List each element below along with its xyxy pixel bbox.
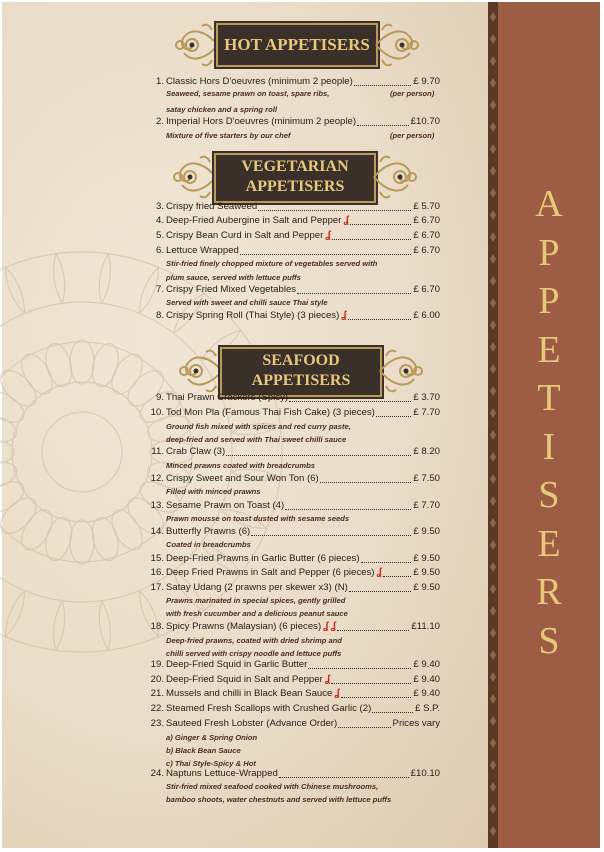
menu-item	[148, 500, 440, 512]
leader-dots	[308, 659, 411, 669]
item-price: £ 9.50	[413, 526, 440, 537]
leader-dots	[350, 215, 411, 225]
item-name: Naptuns Lettuce-Wrapped	[166, 768, 278, 779]
menu-item	[148, 230, 440, 242]
item-name: Crispy Bean Curd in Salt and Pepper	[166, 230, 324, 241]
item-name-wrapper	[166, 407, 375, 418]
item-price: £ 9.70	[413, 76, 440, 87]
item-name: Crispy Fried Mixed Vegetables	[166, 284, 297, 295]
item-name-wrapper	[166, 526, 250, 537]
item-name-wrapper	[166, 116, 356, 127]
item-name-wrapper	[166, 621, 336, 632]
item-description: c) Thai Style-Spicy & Hot	[166, 759, 256, 768]
menu-item	[148, 567, 440, 579]
item-name: Mussels and chilli in Black Bean Sauce	[166, 688, 333, 699]
item-price: £10.70	[410, 116, 440, 127]
item-price: £ 9.50	[413, 567, 440, 578]
menu-item	[148, 76, 440, 88]
item-description: Deep-fried prawns, coated with dried shrimp and	[166, 636, 342, 645]
item-number: 6.	[155, 245, 164, 256]
item-description: Seaweed, sesame prawn on toast, spare ribs,	[166, 89, 330, 98]
ornament-right-icon	[378, 347, 426, 395]
menu-item	[148, 446, 440, 458]
item-price: £ 3.70	[413, 392, 440, 403]
menu-item	[148, 116, 440, 128]
item-name-wrapper	[166, 473, 319, 484]
ornament-right-icon	[372, 153, 420, 201]
menu-item	[148, 553, 440, 565]
border-pattern	[488, 2, 498, 848]
item-name-wrapper	[166, 768, 278, 779]
item-price: £ 9.50	[413, 553, 440, 564]
item-name: Deep-Fried Squid in Garlic Butter	[166, 659, 308, 670]
menu-item	[148, 582, 440, 594]
item-description: Prawns marinated in special spices, gently grilled	[166, 596, 346, 605]
leader-dots	[376, 407, 411, 417]
item-price: £ S.P.	[415, 703, 440, 714]
item-description: Mixture of five starters by our chef	[166, 131, 291, 140]
item-name-wrapper	[166, 718, 337, 729]
item-price: £ 9.50	[413, 582, 440, 593]
banner-seafood-appetisers	[176, 347, 426, 395]
item-number: 17.	[150, 582, 164, 593]
item-number: 23.	[150, 718, 164, 729]
item-description: with fresh cucumber and a delicious peanut sauce	[166, 609, 348, 618]
item-name-wrapper	[166, 500, 284, 511]
leader-dots	[297, 284, 411, 294]
item-name: Deep-Fried Squid in Salt and Pepper	[166, 674, 323, 685]
item-name-wrapper	[166, 703, 371, 714]
item-name: Deep Fried Prawns in Salt and Pepper (6 pieces)	[166, 567, 375, 578]
item-description: bamboo shoots, water chestnuts and served with lettuce puffs	[166, 795, 392, 804]
item-name: Crispy fried Seaweed	[166, 201, 258, 212]
item-name-wrapper	[166, 230, 331, 241]
item-name: Sauteed Fresh Lobster (Advance Order)	[166, 718, 338, 729]
item-name: Satay Udang (2 prawns per skewer x3) (N)	[166, 582, 348, 593]
leader-dots	[289, 392, 411, 402]
leader-dots	[383, 567, 411, 577]
chilli-icon: ʆ	[334, 688, 340, 699]
leader-dots	[337, 621, 409, 631]
item-description: Minced prawns coated with breadcrumbs	[166, 461, 315, 470]
side-panel	[498, 2, 600, 848]
item-price: £ 6.70	[413, 215, 440, 226]
item-name: Spicy Prawns (Malaysian) (6 pieces)	[166, 621, 322, 632]
item-price: £ 6.00	[413, 310, 440, 321]
menu-item	[148, 768, 440, 780]
item-number: 11.	[151, 446, 164, 457]
item-name-wrapper	[166, 674, 330, 685]
item-description: b) Black Bean Sauce	[166, 746, 241, 755]
item-description: Stir-fried mixed seafood cooked with Chinese mushrooms,	[166, 782, 379, 791]
item-name-wrapper	[166, 215, 349, 226]
menu-item	[148, 473, 440, 485]
item-name: Thai Prawn Crackers (Spicy)	[166, 392, 289, 403]
menu-item	[148, 310, 440, 322]
leader-dots	[258, 201, 411, 211]
per-person-note: (per person)	[390, 89, 435, 98]
leader-dots	[357, 116, 409, 126]
section-title-vegetarian: VEGETARIAN APPETISERS	[214, 153, 376, 203]
menu-item	[148, 621, 440, 633]
item-name-wrapper	[166, 553, 360, 564]
chilli-icon: ʆ	[376, 567, 382, 578]
item-number: 20.	[150, 674, 164, 685]
item-name-wrapper	[166, 659, 307, 670]
leader-dots	[251, 526, 411, 536]
ornament-left-icon	[176, 347, 224, 395]
leader-dots	[341, 688, 411, 698]
item-price: £10.10	[410, 768, 440, 779]
leader-dots	[240, 245, 411, 255]
decorative-border-strip	[488, 2, 498, 848]
item-number: 13.	[150, 500, 164, 511]
item-number: 14.	[150, 526, 164, 537]
item-number: 15.	[150, 553, 164, 564]
item-price: £ 6.70	[413, 245, 440, 256]
item-name: Deep-Fried Aubergine in Salt and Pepper	[166, 215, 342, 226]
leader-dots	[354, 76, 411, 86]
menu-item	[148, 674, 440, 686]
item-name: Deep-Fried Prawns in Garlic Butter (6 pieces)	[166, 553, 360, 564]
item-description: Served with sweet and chilli sauce Thai style	[166, 298, 328, 307]
leader-dots	[361, 553, 411, 563]
item-number: 2.	[155, 116, 164, 127]
item-price: £ 7.50	[413, 473, 440, 484]
chilli-icon: ʆ	[324, 674, 331, 685]
item-price: £ 9.40	[413, 659, 440, 670]
item-name: Steamed Fresh Scallops with Crushed Garlic (2)	[166, 703, 372, 714]
item-number: 7.	[155, 284, 164, 295]
item-number: 4.	[155, 215, 164, 226]
section-title-seafood: SEAFOOD APPETISERS	[220, 347, 382, 397]
item-description: Filled with minced prawns	[166, 487, 261, 496]
item-name: Imperial Hors D'oeuvres (minimum 2 people)	[166, 116, 357, 127]
chilli-icon: ʆ	[323, 621, 329, 632]
chilli-icon: ʆ	[343, 215, 349, 226]
item-description: Coated in breadcrumbs	[166, 540, 251, 549]
leader-dots	[332, 230, 411, 240]
menu-item	[148, 284, 440, 296]
banner-vegetarian-appetisers	[170, 153, 420, 201]
ornament-left-icon	[172, 22, 220, 68]
item-description: Stir-fried finely chopped mixture of vegetables served with	[166, 259, 378, 268]
menu-item	[148, 659, 440, 671]
item-name: Classic Hors D'oeuvres (minimum 2 people)	[166, 76, 353, 87]
item-name: Lettuce Wrapped	[166, 245, 239, 256]
item-number: 3.	[155, 201, 164, 212]
item-price: £ 9.40	[413, 688, 440, 699]
section-title-hot: HOT APPETISERS	[216, 23, 378, 67]
item-price: £ 9.40	[413, 674, 440, 685]
menu-item	[148, 201, 440, 213]
item-number: 12.	[150, 473, 164, 484]
item-name-wrapper	[166, 201, 257, 212]
item-name: Sesame Prawn on Toast (4)	[166, 500, 285, 511]
leader-dots	[348, 310, 411, 320]
item-price: £ 6.70	[413, 284, 440, 295]
menu-item	[148, 392, 440, 404]
item-price: £ 7.70	[413, 500, 440, 511]
item-price: £11.10	[411, 621, 440, 632]
menu-item	[148, 718, 440, 730]
side-title-appetisers: A P P E T I S E R S	[535, 183, 563, 662]
item-price: £ 7.70	[413, 407, 440, 418]
item-name-wrapper	[166, 688, 340, 699]
item-name-wrapper	[166, 582, 348, 593]
item-name: Butterfly Prawns (6)	[166, 526, 251, 537]
item-description: chilli served with crispy noodle and lettuce puffs	[166, 649, 342, 658]
item-number: 1.	[155, 76, 164, 87]
item-number: 22.	[150, 703, 164, 714]
item-name: Crab Claw (3)	[166, 446, 226, 457]
menu-item	[148, 215, 440, 227]
item-description: satay chicken and a spring roll	[166, 105, 277, 114]
item-number: 5.	[155, 230, 164, 241]
leader-dots	[331, 674, 411, 684]
item-description: a) Ginger & Spring Onion	[166, 733, 258, 742]
item-price: £ 6.70	[413, 230, 440, 241]
menu-item	[148, 407, 440, 419]
chilli-icon: ʆ	[341, 310, 347, 321]
banner-hot-appetisers	[172, 22, 422, 68]
leader-dots	[226, 446, 411, 456]
item-name-wrapper	[166, 310, 347, 321]
leader-dots	[338, 718, 391, 728]
leader-dots	[285, 500, 411, 510]
chilli-icon: ʆ	[325, 230, 331, 241]
ornament-right-icon	[374, 22, 422, 68]
item-number: 24.	[150, 768, 164, 779]
ornament-left-icon	[170, 153, 218, 201]
leader-dots	[279, 768, 409, 778]
item-price: Prices vary	[392, 718, 440, 729]
item-number: 18.	[150, 621, 164, 632]
leader-dots	[349, 582, 411, 592]
item-name-wrapper	[166, 567, 382, 578]
item-number: 8.	[155, 310, 164, 321]
item-number: 16.	[150, 567, 164, 578]
item-name: Crispy Sweet and Sour Won Ton (6)	[166, 473, 319, 484]
menu-item	[148, 526, 440, 538]
item-number: 19.	[150, 659, 164, 670]
item-number: 10.	[150, 407, 164, 418]
item-name-wrapper	[166, 392, 288, 403]
item-price: £ 8.20	[413, 446, 440, 457]
item-description: deep-fried and served with Thai sweet chilli sauce	[166, 435, 347, 444]
item-description: plum sauce, served with lettuce puffs	[166, 273, 301, 282]
menu-item	[148, 688, 440, 700]
item-name: Tod Mon Pla (Famous Thai Fish Cake) (3 pieces)	[166, 407, 375, 418]
item-price: £ 5.70	[413, 201, 440, 212]
menu-item	[148, 245, 440, 257]
menu-item	[148, 703, 440, 715]
chilli-icon: ʆ	[330, 621, 336, 632]
per-person-note: (per person)	[390, 131, 435, 140]
item-number: 21.	[150, 688, 164, 699]
item-name-wrapper	[166, 284, 296, 295]
item-description: Ground fish mixed with spices and red curry paste,	[166, 422, 351, 431]
leader-dots	[372, 703, 413, 713]
leader-dots	[320, 473, 411, 483]
item-number: 9.	[155, 392, 164, 403]
item-description: Prawn mousse on toast dusted with sesame seeds	[166, 514, 350, 523]
item-name-wrapper	[166, 245, 239, 256]
item-name-wrapper	[166, 76, 353, 87]
item-name-wrapper	[166, 446, 225, 457]
item-name: Crispy Spring Roll (Thai Style) (3 pieces)	[166, 310, 340, 321]
